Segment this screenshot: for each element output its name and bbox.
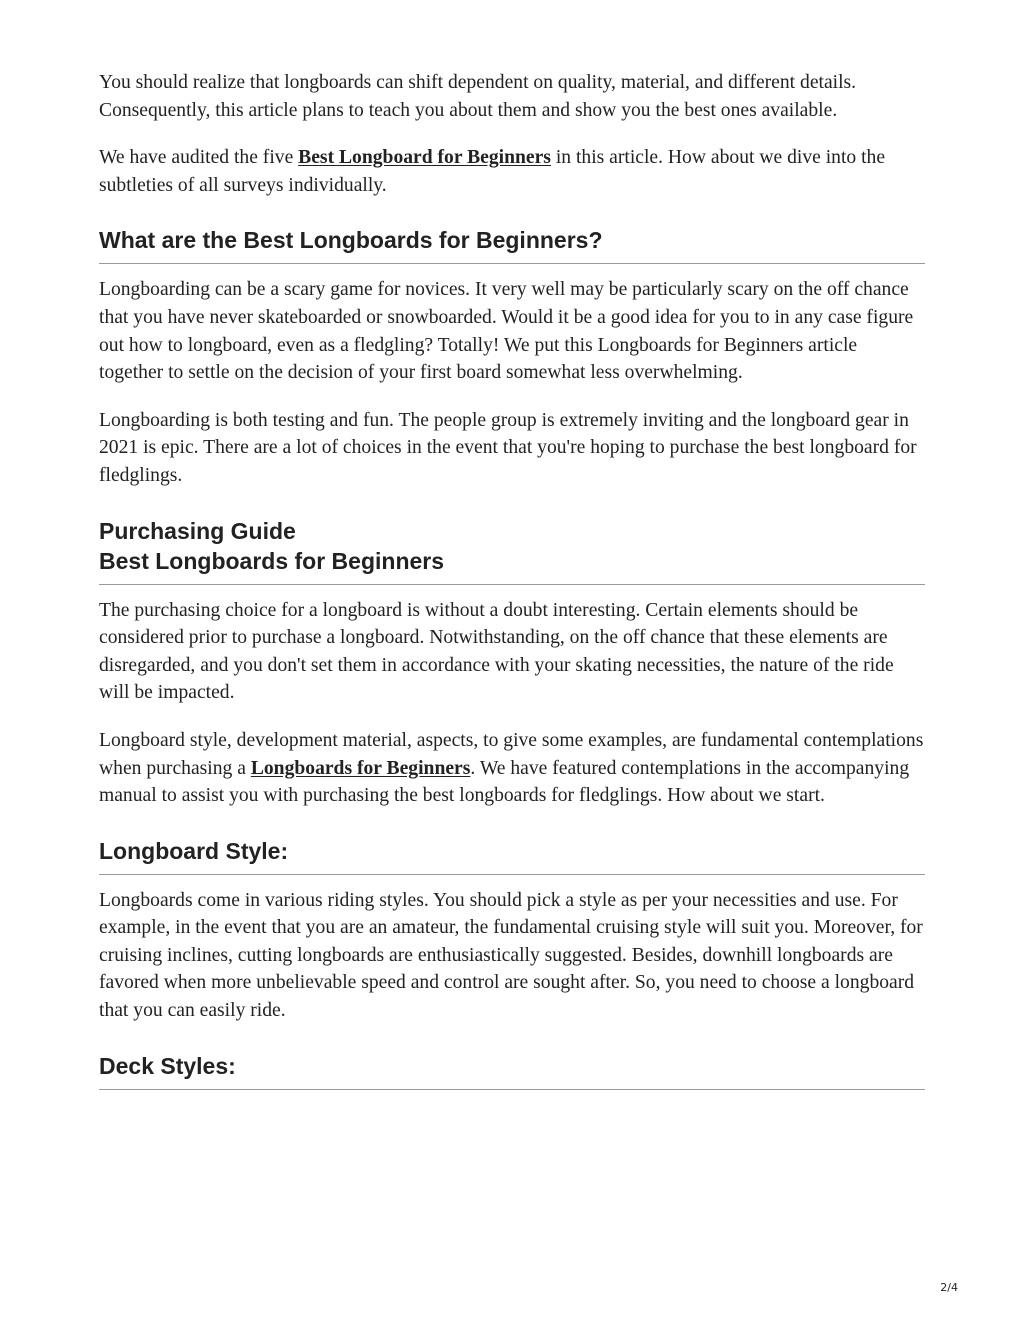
intro-paragraph-2-text-after: in this article. How about we dive into the subtleties of all surveys individually. bbox=[99, 147, 886, 196]
best-paragraph-1: Longboarding can be a scary game for novices. It very well may be particularly scary on the off chance that you have never skateboarded or snowboarded. Would it be a good idea for you to in any case figure out how to longboard, even as a fledgling? Totally! We put this Longboards for Beginners article together to settle on the decision of your first board somewhat less overwhelming. bbox=[99, 279, 914, 384]
intro-paragraph-2-text-before: We have audited the five bbox=[99, 147, 299, 169]
page-number: 2/4 bbox=[940, 1281, 958, 1294]
heading-purchasing-guide-line-2: Best Longboards for Beginners bbox=[99, 547, 445, 574]
article-content bbox=[99, 69, 925, 1090]
heading-longboard-style: Longboard Style: bbox=[99, 836, 925, 875]
intro-paragraph-1: You should realize that longboards can shift dependent on quality, material, and different details. Consequently, this article plans to teach you about them and show you the best ones available. bbox=[99, 72, 857, 121]
heading-purchasing-guide bbox=[99, 516, 925, 585]
heading-purchasing-guide-line-1: Purchasing Guide bbox=[99, 517, 296, 544]
heading-best-longboards: What are the Best Longboards for Beginners? bbox=[99, 225, 925, 264]
guide-paragraph-2-text-after: . We have featured contemplations in the accompanying manual to assist you with purchasing the best longboards for fledglings. How about we start. bbox=[99, 757, 910, 807]
guide-paragraph-1: The purchasing choice for a longboard is without a doubt interesting. Certain elements should be considered prior to purchase a longboard. Notwithstanding, on the off chance that these elements are disregarded, and you don't set them in accordance with your skating necessities, the nature of the ride will be impacted. bbox=[99, 599, 894, 704]
heading-deck-styles: Deck Styles: bbox=[99, 1051, 925, 1090]
guide-paragraph-2 bbox=[99, 727, 925, 810]
intro-paragraph-2 bbox=[99, 144, 925, 199]
guide-paragraph-2-text-before: Longboard style, development material, aspects, to give some examples, are fundamental contemplations when purchasing a bbox=[99, 729, 924, 779]
best-longboard-link[interactable]: Best Longboard for Beginners bbox=[298, 147, 551, 169]
style-paragraph-1: Longboards come in various riding styles. You should pick a style as per your necessities and use. For example, in the event that you are an amateur, the fundamental cruising style will suit you. Moreover, for cruising inclines, cutting longboards are enthusiastically suggested. Besides, downhill longboards are favored when more unbelievable speed and control are sought after. So, you need to choose a longboard that you can easily ride. bbox=[99, 889, 923, 1022]
best-paragraph-2: Longboarding is both testing and fun. The people group is extremely inviting and the longboard gear in 2021 is epic. There are a lot of choices in the event that you're hoping to purchase the best longboard for fledglings. bbox=[99, 409, 917, 486]
longboards-for-beginners-link[interactable]: Longboards for Beginners bbox=[250, 757, 471, 779]
